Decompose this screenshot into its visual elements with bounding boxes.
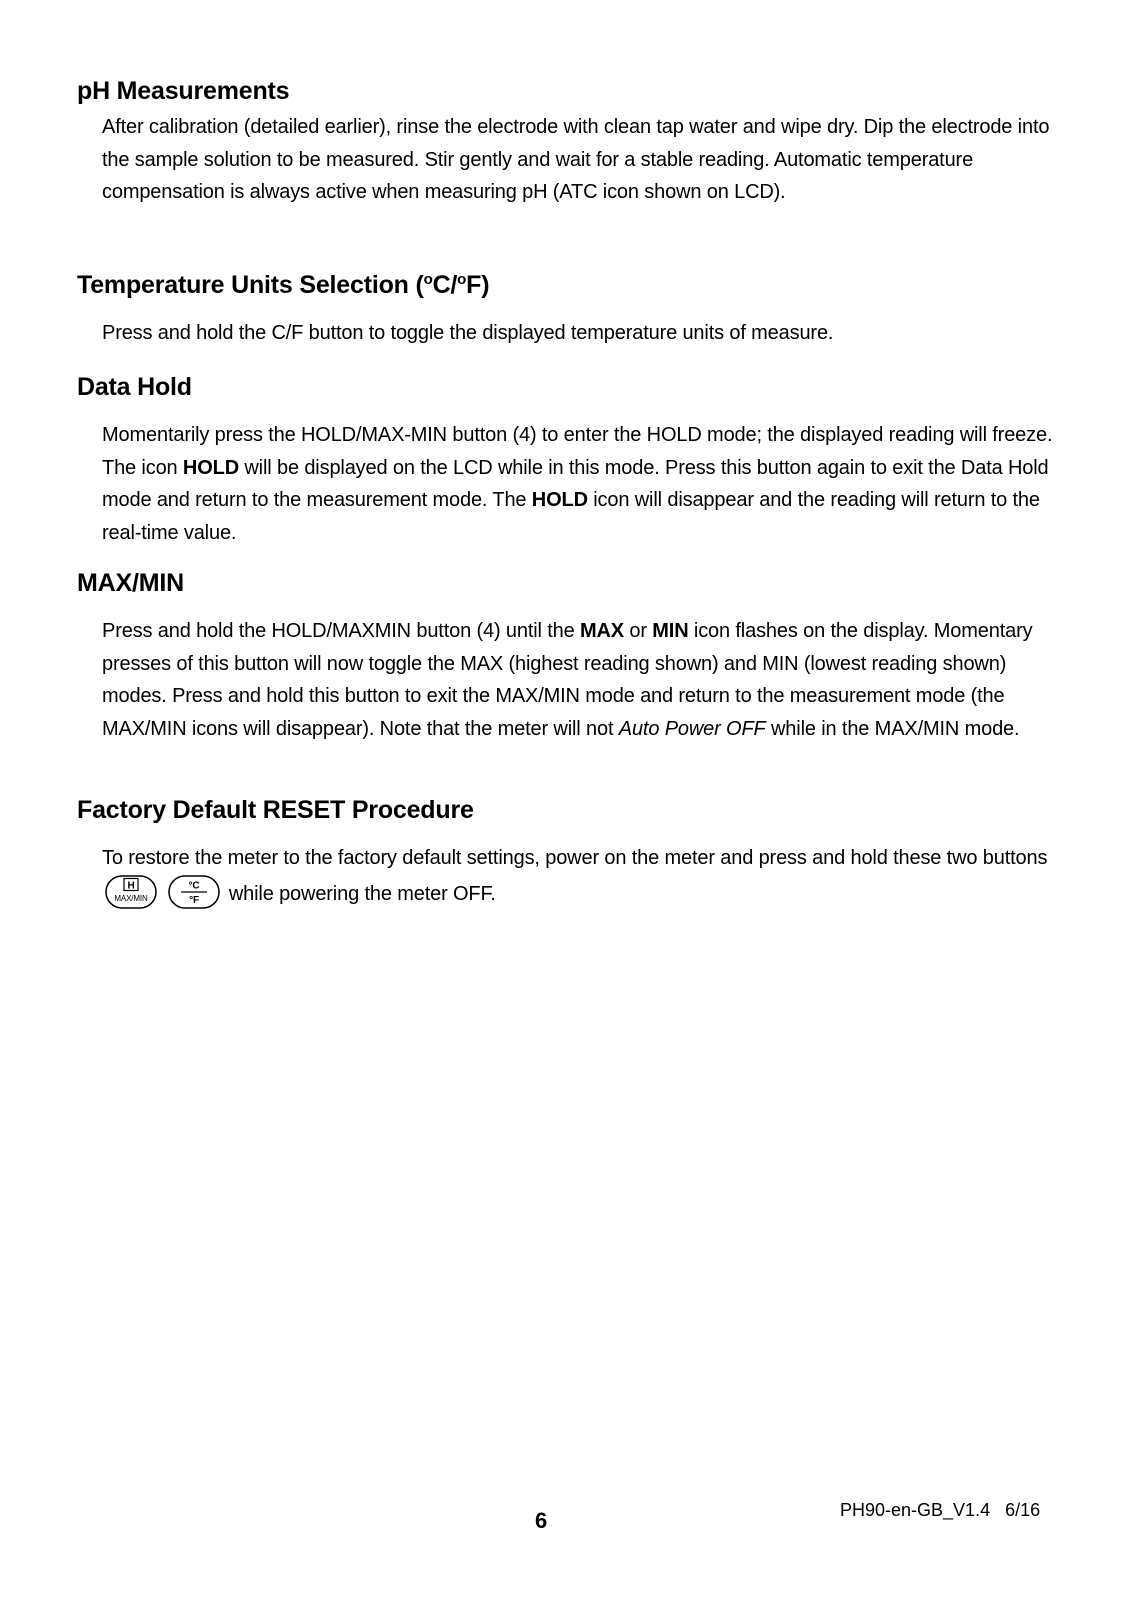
heading-data-hold: Data Hold — [77, 373, 192, 401]
svg-text:H: H — [127, 880, 135, 891]
heading-factory-reset: Factory Default RESET Procedure — [77, 796, 474, 824]
section-factory-reset — [77, 794, 1067, 919]
heading-max-min: MAX/MIN — [77, 569, 184, 597]
paragraph-ph-measurements: After calibration (detailed earlier), rinse the electrode with clean tap water and wipe dry. Dip the electrode into the sample solution to be measured. Stir gently and wait for a stable reading. Automatic temperature compensation is always active when measuring pH (ATC icon shown on LCD). — [102, 116, 1050, 203]
paragraph-max-min: Press and hold the HOLD/MAXMIN button (4) until the MAX or MIN icon flashes on the display. Momentary presses of this button will now toggle the MAX (highest reading shown) and MIN (lowest reading shown) modes. Press and hold this button to exit the MAX/MIN mode and return to the measurement mode (the MAX/MIN icons will disappear). Note that the meter will not Auto Power OFF while in the MAX/MIN mode. — [102, 620, 1033, 740]
paragraph-data-hold: Momentarily press the HOLD/MAX-MIN button (4) to enter the HOLD mode; the displayed reading will freeze. The icon HOLD will be displayed on the LCD while in this mode. Press this button again to exit the Data Hold mode and return to the measurement mode. The HOLD icon will disappear and the reading will return to the real-time value. — [102, 424, 1053, 544]
heading-ph-measurements: pH Measurements — [77, 77, 290, 105]
svg-text:°C: °C — [188, 880, 200, 891]
paragraph-temperature-units: Press and hold the C/F button to toggle the displayed temperature units of measure. — [102, 322, 834, 344]
page-number: 6 — [535, 1508, 548, 1533]
section-data-hold — [77, 371, 1067, 549]
section-ph-measurements — [77, 75, 1067, 209]
hold-maxmin-button-icon — [105, 875, 157, 920]
svg-text:°F: °F — [189, 894, 200, 906]
section-max-min — [77, 567, 1067, 745]
document-id: PH90-en-GB_V1.4 6/16 — [840, 1500, 1041, 1520]
heading-temperature-units: Temperature Units Selection ($^o$C/$^o$F) — [77, 271, 490, 299]
paragraph-factory-reset: To restore the meter to the factory default settings, power on the meter and press and hold these two buttons H MAX/MIN °C °F while powering the meter OFF. — [77, 842, 1067, 919]
celsius-fahrenheit-button-icon — [168, 875, 220, 920]
svg-text:MAX/MIN: MAX/MIN — [114, 893, 148, 903]
section-temperature-units — [77, 269, 1067, 350]
